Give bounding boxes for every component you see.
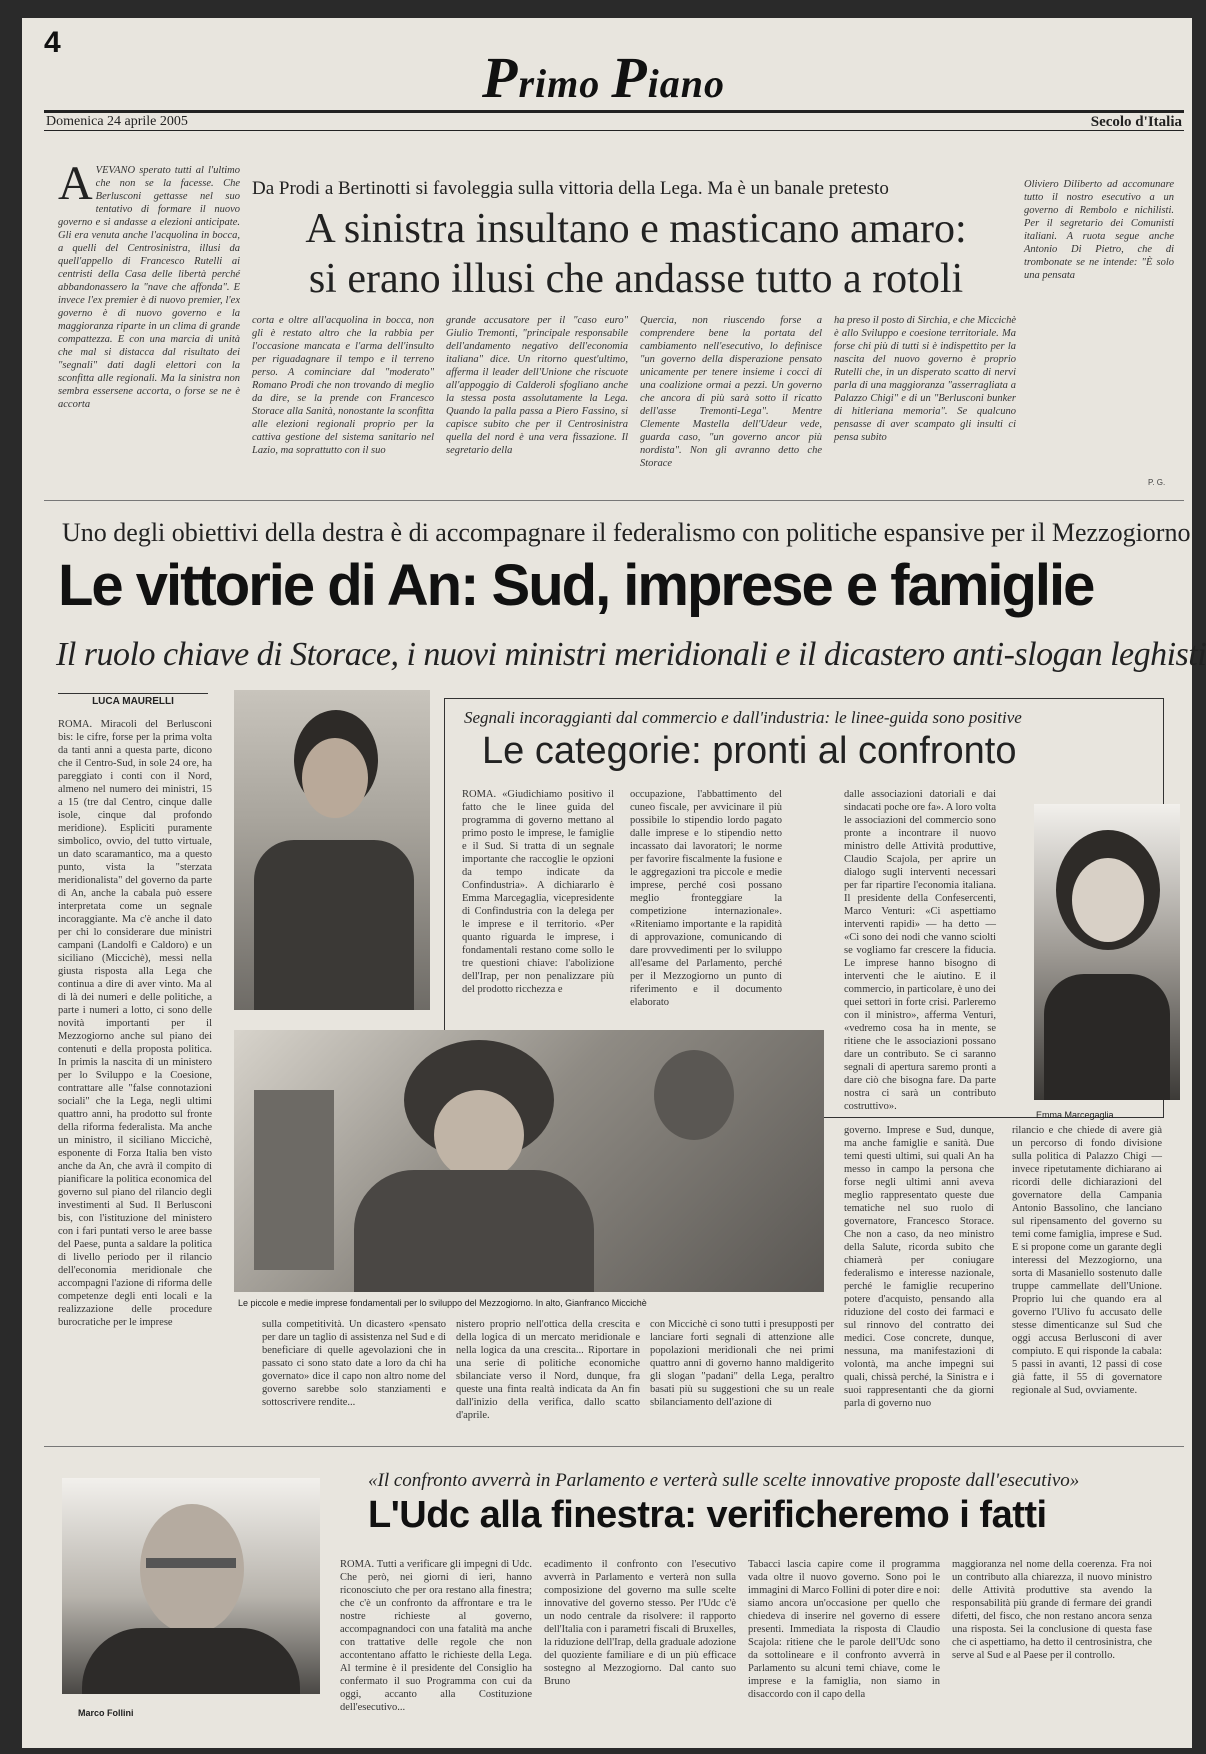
photo-follini <box>62 1478 320 1694</box>
udc-kicker: «Il confronto avverrà in Parlamento e verterà sulle scelte innovative proposte dall'esecutivo» <box>368 1470 1080 1491</box>
udc-headline: L'Udc alla finestra: verificheremo i fatti <box>368 1494 1047 1536</box>
main-kicker: Uno degli obiettivi della destra è di accompagnare il federalismo con politiche espansive per il Mezzogiorno <box>62 518 1191 547</box>
author-signature: P. G. <box>1148 478 1166 487</box>
main-right-column-2: rilancio e che chiede di avere già un percorso di fondo divisione sulla politica di Palazzo Chigi — invece ripetutamente dichiarano ai ricordi delle dichiarazioni del governatore della Campania Antonio Bassolino, che lanciano sul ripensamento del governo su temi come famiglia, imprese e Sud. E si propone come un garante degli interessi del Mezzogiorno, una sorta di Masaniello sostenuto dalle truppe cammellate dell'Unione. Proprio lui che quando era al governo l'Ulivo fu accusato delle stesse dimenticanze sul Sud che oggi accusa Berlusconi di aver compiuto. E qui risponde la cabala: 5 passi in avanti, 12 passi di cose già fatte, il 55 di governatore regionale al Sud, ovviamente. <box>1012 1125 1162 1396</box>
box-kicker: Segnali incoraggianti dal commercio e dall'industria: le linee-guida sono positive <box>464 708 1022 727</box>
masthead-rule-thin <box>44 130 1184 131</box>
section-divider-bottom <box>44 1446 1184 1447</box>
main-bottom-column-2: nistero proprio nell'ottica della crescita e della logica di un mercato meridionale e nella logica da una crescita... Riportare in una serie di politiche economiche sbilanciate verso il Nord, dunque, fra queste una finta realtà indicata da An fin dall'inizio della verifica, dallo scatto d'aprile. <box>456 1319 640 1421</box>
top-article-right-column: Oliviero Diliberto ad accomunare tutto il nostro esecutivo a un governo di Rembolo e nichilisti. Per il segretario dei Comunisti italiani. A ruota segue anche Antonio Di Pietro, che di trombonate se ne intende: "È solo una pensata <box>1024 179 1174 281</box>
newspaper-name: Secolo d'Italia <box>1090 114 1182 130</box>
newspaper-page <box>22 18 1206 1748</box>
top-article-column-2: grande accusatore per il "caso euro" Giulio Tremonti, "principale responsabile dell'andamento negativo dell'economia italiana" dice. Un ritorno quest'ultimo, afferma il leader dell'Unione che riscuote all'appoggio di Calderoli sfogliano anche la stessa posta assolutamente la Lega. Quando la palla passa a Piero Fassino, si capisce subito che per il Centrosinistra quella del nord è una vera fissazione. Il segretario della <box>446 315 628 456</box>
udc-column-4: maggioranza nel nome della coerenza. Fra noi un contributo alla chiarezza, il nuovo ministro delle Attività produttive sta avendo la responsabilità più grande di fermare dei grandi difetti, del fisco, che non restano ancora senza una risposta. Sei la conclusione di questa fase che ci aspettiamo, ha detto il centrosinistra, che serve al Sud e al Paese per il controllo. <box>952 1559 1152 1661</box>
box-column-3: dalle associazioni datoriali e dai sindacati poche ore fa». A loro volta le associazioni del commercio sono pronte a incontrare il nuovo ministro delle Attività produttive, Claudio Scajola, per aprire un dialogo sugli interventi necessari per far ripartire l'economia italiana. Il presidente della Confesercenti, Marco Venturi: «Ci aspettiamo interventi rapidi» — ha detto — «Ci sono dei nodi che vanno sciolti se vogliamo far crescere la fiducia. Le imprese hanno bisogno di interventi che le aiutino. E il commercio, in particolare, è uno dei quei settori in forte crisi. Parleremo con il ministro», afferma Venturi, «vedremo cosa ha in mente, se ritiene che le associazioni possano dare un contributo. Se ci saranno segnali di apertura saremo pronti a dare ciò che bisogna fare. Da parte nostra ci sarà un contributo costruttivo». <box>844 789 996 1112</box>
drop-cap: A <box>58 157 93 210</box>
caption-factory-workers: Le piccole e medie imprese fondamentali per lo sviluppo del Mezzogiorno. In alto, Gianfranco Miccichè <box>238 1298 647 1308</box>
main-bottom-column-3: con Miccichè ci sono tutti i presupposti per lanciare forti segnali di attenzione alle popolazioni meridionali che nei primi quattro anni di governo hanno maldigerito gli slogan "padani" della Lega, peraltro basati più su suggestioni che su un reale sbilanciamento dell'azione di <box>650 1319 834 1408</box>
masthead-rule <box>44 110 1184 113</box>
top-article-column-1: corta e oltre all'acquolina in bocca, non gli è restato altro che la rabbia per l'occasione mancata e l'arma dell'insulto per riguadagnare il tempo e il terreno perso. A cominciare dal "moderato" Romano Prodi che non trovando di meglio da dire, se la prende con Francesco Storace alla Sanità, nonostante la sconfitta alle elezioni regionali proprio per la cattiva gestione del sistema sanitario nel Lazio, ma soprattutto con il suo <box>252 315 434 456</box>
udc-column-1: ROMA. Tutti a verificare gli impegni di Udc. Che però, nei giorni di ieri, hanno riconosciuto che per ora restano alla finestra; che c'è un confronto da affrontare e tra le nostre richieste al governo, accompagnandoci con una fatalità ma anche con trattative delle regole che non accontentano affatto le richieste della Lega. Al termine è il presidente del Consiglio ha confermato il suo Programma con cui da oggi, accanto alla Costituzione dell'esecutivo... <box>340 1559 532 1713</box>
box-column-1: ROMA. «Giudichiamo positivo il fatto che le linee guida del programma di governo mettano al primo posto le imprese, le famiglie e il Sud. Si tratta di un segnale importante che raccoglie le opzioni da tempo indicate da Confindustria». A dichiararlo è Emma Marcegaglia, vicepresidente di Confindustria con la delega per le imprese e il territorio. «Per quanto riguarda le imprese, i fondamentali restano come sollo le tre questioni chiave: l'abolizione dell'Irap, per non penalizzare più del prodotto ricchezza e <box>462 789 614 995</box>
photo-marcegaglia <box>1034 804 1180 1100</box>
udc-column-3: Tabacci lascia capire come il programma vada oltre il nuovo governo. Sono poi le immagini di Marco Follini di poter dire e noi: siamo ancora un'occasione per quello che chiedeva di inserire nel governo di essere presenti. Immediata la risposta di Claudio Scajola: ritiene che le parole dell'Udc sono da sottolineare e il confronto avverrà in Parlamento su alcuni temi chiave, come le imprese e la famiglia, non siamo in disaccordo con il capo della <box>748 1559 940 1700</box>
dateline: Domenica 24 aprile 2005 <box>46 114 188 129</box>
page-number: 4 <box>44 26 61 59</box>
top-article-headline: A sinistra insultano e masticano amaro: si erano illusi che andasse tutto a rotoli <box>305 206 967 302</box>
photo-miccichè <box>234 690 430 1010</box>
byline: LUCA MAURELLI <box>58 693 208 707</box>
caption-marcegaglia: Emma Marcegaglia <box>1036 1110 1114 1120</box>
main-subheadline: Il ruolo chiave di Storace, i nuovi ministri meridionali e il dicastero anti-slogan leghisti <box>56 636 1206 673</box>
main-bottom-column-1: sulla competitività. Un dicastero «pensato per dare un taglio di assistenza nel Sud e di beneficiare di quelle agevolazioni che in passato ci sono stato date a loro da chi ha governato» dice il capo non altro nome del governo sarebbe solo stanziamenti e sottoscrivere rendite... <box>262 1319 446 1408</box>
caption-follini: Marco Follini <box>78 1708 134 1718</box>
main-left-column: ROMA. Miracoli del Berlusconi bis: le cifre, forse per la prima volta da tanti anni a questa parte, dicono che il Centro-Sud, in sole 24 ore, ha pareggiato i conti con il Nord, almeno nel numero dei ministri, 15 a 15 (tre dal Centro, cinque dalle isole, cinque dal profondo meridione). Espliciti puramente simbolico, ovvio, del tutto virtuale, un dato scaramantico, ma a questo punto, vista la "sterzata meridionalista" del governo da parte di An, anche la cabala può essere interpretata come un segnale incoraggiante. Ma c'è anche il dato per chi lo considerare due ministri campani (Landolfi e Caldoro) e un siciliano (Miccichè), messi nella giusta risposta alla Lega che continua a dire di aver vinto. Ma al di là dei numeri e delle politiche, a parte i numeri a lotto, ci sono delle novità importanti per il Mezzogiorno anche sul piano dei contenuti e della proposta politica. In primis la nascita di un ministero per lo Sviluppo e la Coesione, contrattare alle "false connotazioni sociali" che la Lega, negli ultimi quattro anni, ha prodotto sul fronte della riforma federalista. Ma anche un ministro, il siciliano Miccichè, esponente di Forza Italia ben visto anche da An, che avrà il compito di pianificare la politica economica del governo sul piano del rilancio degli investimenti al Sud. Il Berlusconi bis, con l'istituzione del ministero con i fari puntati verso le aree basse del Paese, punta a saldare la politica di livello periodo per il rilancio dell'economia meridionale che accompagni l'azione di riforma delle competenze degli enti locali e la realizzazione delle procedure burocratiche per le imprese <box>58 719 212 1328</box>
top-article-lead: AVEVANO sperato tutti al l'ultimo che non se la facesse. Che Berlusconi gettasse nel suo tentativo di formare il nuovo governo e si andasse a elezioni anticipate. Gli era venuta anche l'acquolina in bocca, a quelli del Centrosinistra, illusi da quell'appello di Francesco Rutelli ai centristi della Casa delle libertà perché abbandonassero la "nave che affonda". E invece l'ex premier è di nuovo premier, l'ex governo è di nuovo governo e la maggioranza riparte in un clima di grande compattezza. E con una marcia di unità che mal si distacca dal risultato dei "segnali" dati dagli elettori con la sconfitta alle regionali. Ma la sinistra non sembra essersene accorta, o forse se ne è accorta <box>58 157 240 410</box>
photo-factory-workers <box>234 1030 824 1292</box>
main-right-column-1: governo. Imprese e Sud, dunque, ma anche famiglie e sanità. Due temi questi ultimi, sui quali An ha messo in campo la persona che forse negli ultimi anni aveva meglio rappresentato queste due tematiche nel suo ruolo di governatore, Francesco Storace. Che non a caso, da neo ministro della Salute, ricorda subito che chiamerà per coniugare federalismo e interesse nazionale, perché le famiglie recuperino potere d'acquisto, pensando alla riduzione del costo dei farmaci e sul rinnovo del contratto dei medici. Cose concrete, dunque, nessuna, ma manifestazioni di volontà, ma anche impegni sui quali, chissà perché, la Sinistra e i suoi rappresentanti che da giorni parla di governo nuo <box>844 1125 994 1409</box>
main-headline: Le vittorie di An: Sud, imprese e famiglie <box>58 553 1094 618</box>
udc-column-2: ecadimento il confronto con l'esecutivo avverrà in Parlamento e verterà non sulla composizione del governo ma sulle scelte innovative del governo stesso. Per l'Udc c'è un nodo centrale da risolvere: il rapporto dell'Italia con i parametri fiscali di Bruxelles, la riduzione dell'Irap, della graduale adozione del quoziente familiare e di un più efficace sostegno al Mezzogiorno. Dal canto suo Bruno <box>544 1559 736 1687</box>
box-column-2: occupazione, l'abbattimento del cuneo fiscale, per avvicinare il più possibile lo stipendio lordo pagato dalle imprese e lo stipendio netto incassato dai lavoratori; le norme per favorire fiscalmente la fusione e le aggregazioni tra piccole e medie imprese, perché così possano meglio fronteggiare la competizione internazionale». «Riteniamo importante e la rapidità di approvazione, comunicando di dare provvedimenti per lo sviluppo all'esame del Parlamento, perché per il Mezzogiorno un punto di riferimento e il documento elaborato <box>630 789 782 1008</box>
section-divider <box>44 500 1184 501</box>
top-article-column-4: ha preso il posto di Sirchia, e che Miccichè è allo Sviluppo e coesione territoriale. Ma forse chi più di tutti si è indispettito per la nascita del nuovo governo è proprio Rutelli che, in un disperato scatto di nervi parla di una maggioranza "asserragliata a Palazzo Chigi" e di un "Berlusconi bunker di hitleriana memoria". Se qualcuno pensasse di aver scampato gli insulti ci pensa subito <box>834 315 1016 443</box>
top-article-column-3: Quercia, non riuscendo forse a comprendere bene la portata del cambiamento nell'esecutivo, lo definisce "un governo della disperazione pensato unicamente per tenere insieme i cocci di una coalizione ormai a pezzi. Un governo che ancora di più sarà sotto il ricatto dell'asse Tremonti-Lega". Mentre Clemente Mastella dell'Udeur vede, guarda caso, "un governo ancor più nordista". Non gli avranno detto che Storace <box>640 315 822 469</box>
box-headline: Le categorie: pronti al confronto <box>482 730 1017 772</box>
section-title: Primo Piano <box>482 45 726 110</box>
top-article-kicker: Da Prodi a Bertinotti si favoleggia sulla vittoria della Lega. Ma è un banale pretesto <box>252 178 889 199</box>
